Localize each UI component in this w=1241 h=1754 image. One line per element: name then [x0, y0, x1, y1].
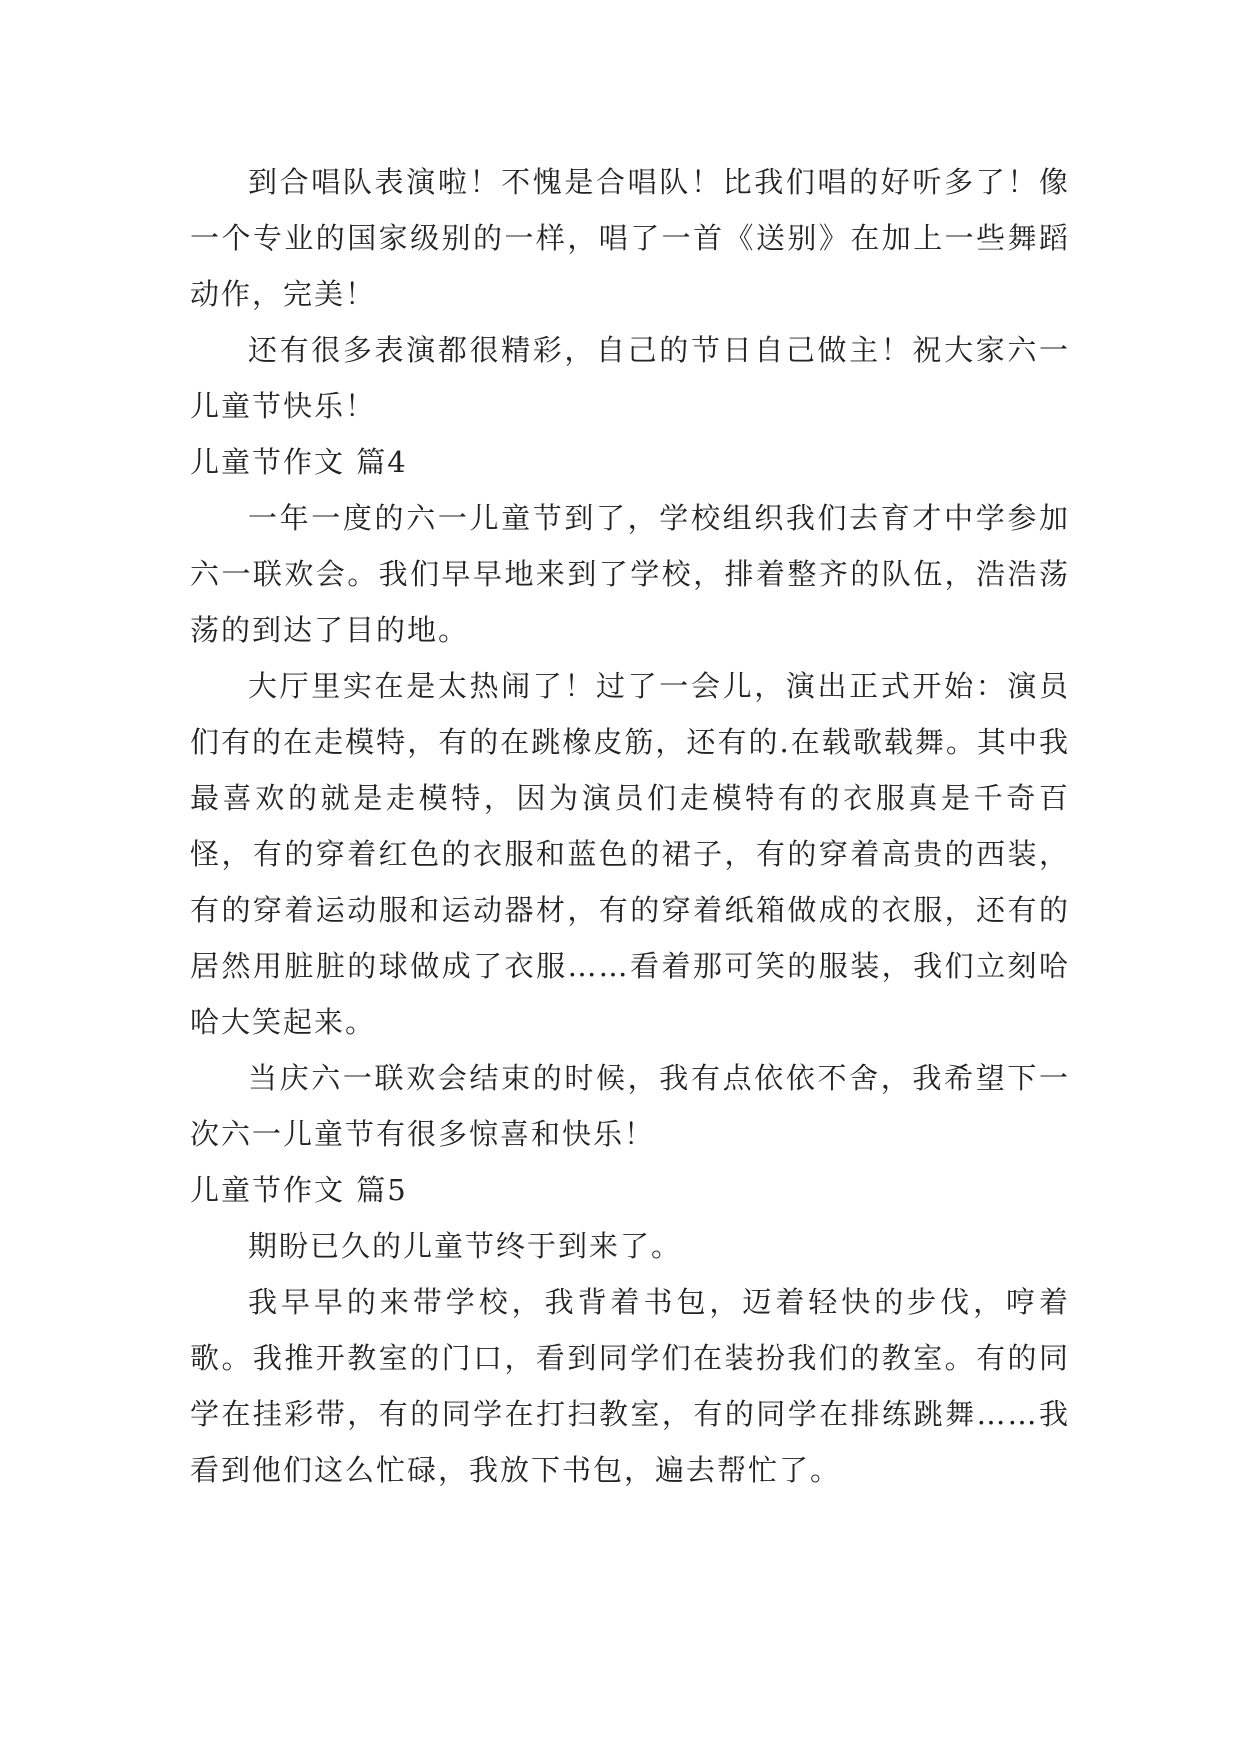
document-body: [190, 154, 1070, 1498]
paragraph-long-awaited: 期盼已久的儿童节终于到来了。: [248, 1229, 683, 1263]
paragraph-party-ending: 当庆六一联欢会结束的时候，我有点依依不舍，我希望下一次六一儿童节有很多惊喜和快乐！: [190, 1061, 1070, 1151]
paragraph-many-performances: 还有很多表演都很精彩，自己的节日自己做主！祝大家六一儿童节快乐！: [190, 333, 1070, 423]
paragraph-hall-performance: 大厅里实在是太热闹了！过了一会儿，演出正式开始：演员们有的在走模特，有的在跳橡皮筋，还有的.在载歌载舞。其中我最喜欢的就是走模特，因为演员们走模特有的衣服真是千奇百怪，有的穿着红色的衣服和蓝色的裙子，有的穿着高贵的西装，有的穿着运动服和运动器材，有的穿着纸箱做成的衣服，还有的居然用脏脏的球做成了衣服……看着那可笑的服装，我们立刻哈哈大笑起来。: [190, 669, 1070, 1039]
section-heading-part-4: 儿童节作文 篇4: [190, 445, 408, 479]
paragraph-choir-performance: 到合唱队表演啦！不愧是合唱队！比我们唱的好听多了！像一个专业的国家级别的一样，唱了一首《送别》在加上一些舞蹈动作，完美！: [190, 165, 1070, 311]
paragraph-childrens-day-arrival: 一年一度的六一儿童节到了，学校组织我们去育才中学参加六一联欢会。我们早早地来到了学校，排着整齐的队伍，浩浩荡荡的到达了目的地。: [190, 501, 1070, 647]
section-heading-part-5: 儿童节作文 篇5: [190, 1173, 408, 1207]
paragraph-classroom-decorating: 我早早的来带学校，我背着书包，迈着轻快的步伐，哼着歌。我推开教室的门口，看到同学们在装扮我们的教室。有的同学在挂彩带，有的同学在打扫教室，有的同学在排练跳舞……我看到他们这么忙碌，我放下书包，遍去帮忙了。: [190, 1285, 1070, 1487]
